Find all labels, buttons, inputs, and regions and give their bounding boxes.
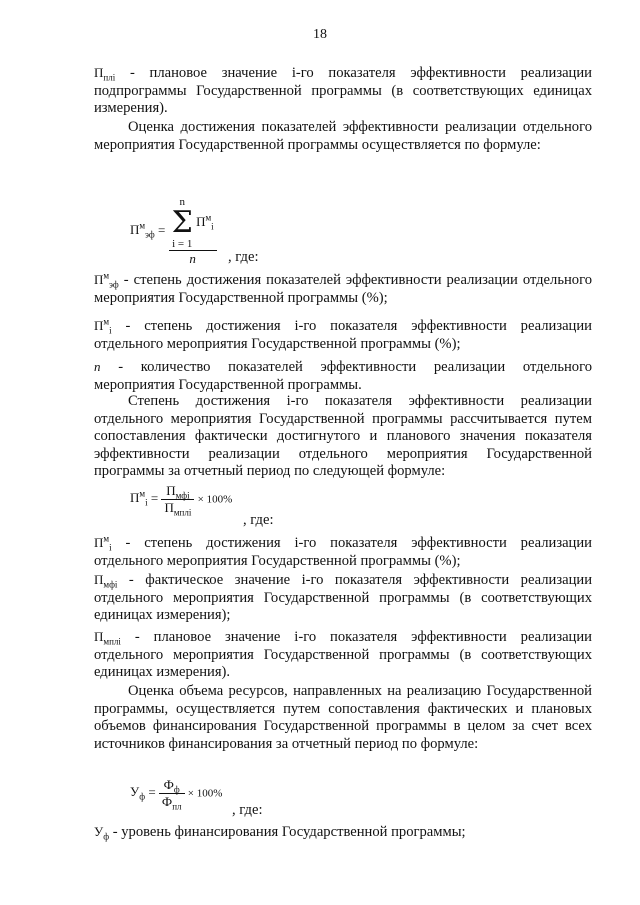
formula-efficiency-sum: $П^м_{эф}$ = n Σ i = 1 $П^м_i$ n [130, 196, 217, 267]
formula-fraction: n Σ i = 1 $П^м_i$ n [169, 196, 217, 267]
paragraph-resources-assessment: Оценка объема ресурсов, направленных на реализацию Государственной программы, осуществляется путем сопоставления фактических и плановых объемов финансирования Государственной программы в целом за счет всех источников финансирования за отчетный период по формуле: [94, 683, 592, 752]
page-number: 18 [313, 27, 327, 42]
sum-sign: Σ [171, 205, 193, 240]
definition-efficiency-degree: $П^м_{эф}$ - степень достижения показателей эффективности реализации отдельного мероприятия Государственной программы (%); [94, 270, 592, 306]
definition-indicator-degree-2: $П^м_i$ - степень достижения i-го показателя эффективности реализации отдельного мероприятия Государственной программы (%); [94, 533, 592, 569]
definition-count: n - количество показателей эффективности реализации отдельного мероприятия Государственной программы. [94, 359, 592, 393]
symbol: $П_{плi}$ [94, 65, 116, 83]
formula-where: , где: [232, 802, 263, 818]
definition-financing-level: $У_ф$ - уровень финансирования Государственной программы; [94, 824, 466, 842]
definition-actual-value: $П_{мфi}$ - фактическое значение i-го показателя эффективности реализации отдельного мероприятия Государственной программы (в соответствующих единицах измерения); [94, 572, 592, 623]
definition-planned-value: $П_{мплi}$ - плановое значение i-го показателя эффективности реализации отдельного мероприятия Государственной программы (в соответствующих единицах измерения). [94, 629, 592, 680]
formula-financing-level: $У_ф$ = $\frac{Ф_ф}{Ф_{пл}}$ × 100% [130, 777, 223, 812]
paragraph-degree-method: Степень достижения i-го показателя эффективности реализации отдельного мероприятия Государственной программы рассчитывается путем сопоставления фактически достигнутого и планового значения показателя эффективности реализации отдельного мероприятия Государственной программы за отчетный период по следующей формуле: [94, 393, 592, 479]
definition-indicator-degree: $П^м_i$ - степень достижения i-го показателя эффективности реализации отдельного мероприятия Государственной программы (%); [94, 316, 592, 352]
formula-lhs: $П^м_{эф}$ [130, 221, 155, 241]
paragraph-assessment-intro: Оценка достижения показателей эффективности реализации отдельного мероприятия Государственной программы осуществляется по формуле: [94, 119, 592, 153]
formula-indicator-ratio: $П^м_i$ = $\frac{П_{мфi}}{П_{мплi}}$ × 100% [130, 483, 233, 518]
definition-planned-value-subprogram: $П_{плi}$ - плановое значение i-го показателя эффективности реализации подпрограммы Государственной программы (в соответствующих единицах измерения). [94, 65, 592, 116]
formula-where: , где: [228, 249, 259, 265]
formula-where: , где: [243, 512, 274, 528]
